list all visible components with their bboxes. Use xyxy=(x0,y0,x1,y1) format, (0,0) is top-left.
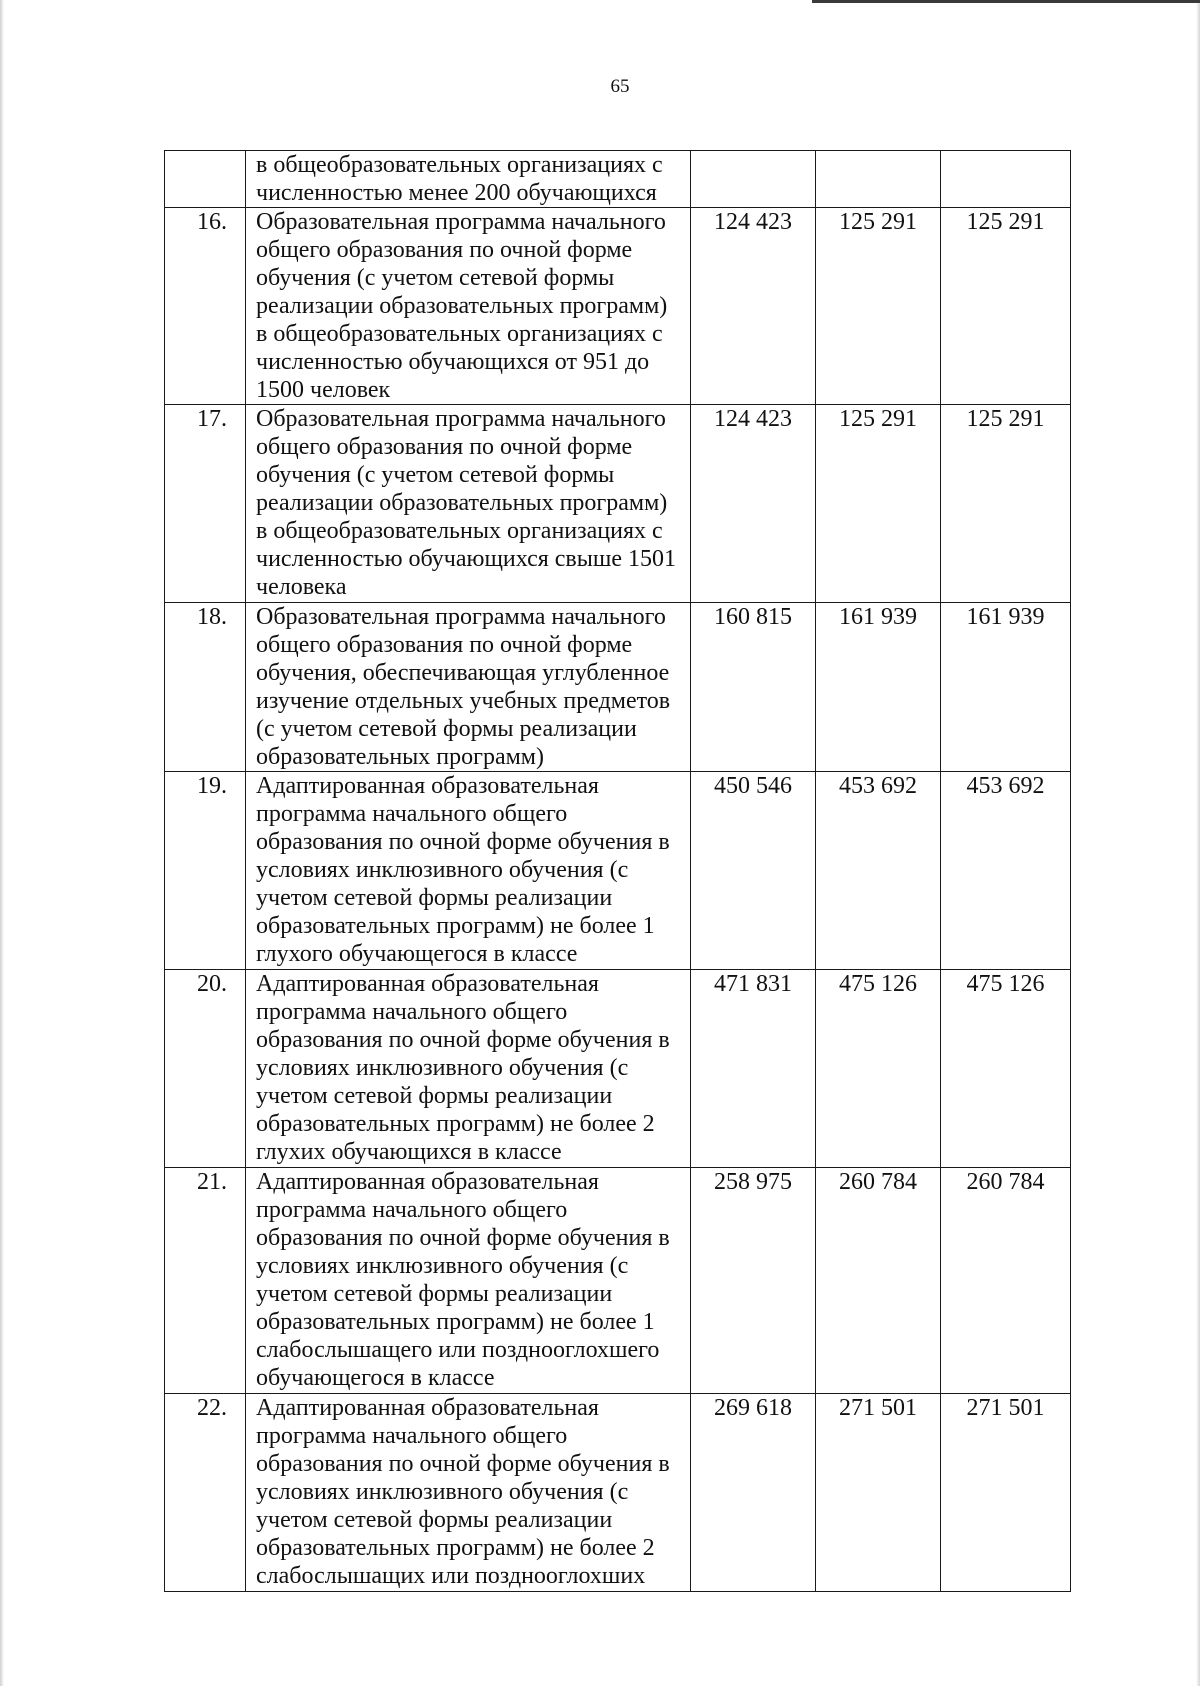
page-number: 65 xyxy=(610,76,630,97)
row-number-cell: 16. xyxy=(165,208,246,405)
value-cell-2: 453 692 xyxy=(816,772,941,970)
value-cell-3 xyxy=(941,151,1071,208)
row-description-cell: Образовательная программа начального общего образования по очной форме обучения, обеспечивающая углубленное изучение отдельных учебных предметов (с учетом сетевой формы реализации образовательных программ) xyxy=(246,603,691,772)
value-cell-3: 125 291 xyxy=(941,208,1071,405)
data-table xyxy=(164,150,1071,1592)
value-cell-3: 125 291 xyxy=(941,405,1071,603)
table-row xyxy=(165,151,1071,208)
row-number-cell: 22. xyxy=(165,1394,246,1592)
value-cell-1: 471 831 xyxy=(691,970,816,1168)
value-cell-3: 475 126 xyxy=(941,970,1071,1168)
value-cell-3: 161 939 xyxy=(941,603,1071,772)
row-number-cell: 19. xyxy=(165,772,246,970)
table-row xyxy=(165,1168,1071,1394)
value-cell-1: 160 815 xyxy=(691,603,816,772)
table-row xyxy=(165,1394,1071,1592)
row-description-cell: в общеобразовательных организациях с численностью менее 200 обучающихся xyxy=(246,151,691,208)
value-cell-1: 124 423 xyxy=(691,405,816,603)
table-row xyxy=(165,405,1071,603)
row-description-cell: Адаптированная образовательная программа начального общего образования по очной форме обучения в условиях инклюзивного обучения (с учетом сетевой формы реализации образовательных программ) не более 1 слабослышащего или позднооглохшего обучающегося в классе xyxy=(246,1168,691,1394)
table-row xyxy=(165,208,1071,405)
row-description-cell: Адаптированная образовательная программа начального общего образования по очной форме обучения в условиях инклюзивного обучения (с учетом сетевой формы реализации образовательных программ) не более 2 глухих обучающихся в классе xyxy=(246,970,691,1168)
scan-edge-right xyxy=(1196,0,1200,1686)
value-cell-3: 271 501 xyxy=(941,1394,1071,1592)
value-cell-1: 124 423 xyxy=(691,208,816,405)
row-description-cell: Адаптированная образовательная программа начального общего образования по очной форме обучения в условиях инклюзивного обучения (с учетом сетевой формы реализации образовательных программ) не более 2 слабослышащих или позднооглохших xyxy=(246,1394,691,1592)
value-cell-2: 125 291 xyxy=(816,208,941,405)
value-cell-3: 453 692 xyxy=(941,772,1071,970)
row-description-cell: Адаптированная образовательная программа начального общего образования по очной форме обучения в условиях инклюзивного обучения (с учетом сетевой формы реализации образовательных программ) не более 1 глухого обучающегося в классе xyxy=(246,772,691,970)
row-number-cell: 21. xyxy=(165,1168,246,1394)
scan-top-line xyxy=(812,0,1200,3)
value-cell-1: 450 546 xyxy=(691,772,816,970)
scan-edge-left xyxy=(0,0,4,1686)
row-number-cell xyxy=(165,151,246,208)
row-description-cell: Образовательная программа начального общего образования по очной форме обучения (с учетом сетевой формы реализации образовательных программ) в общеобразовательных организациях с численностью обучающихся от 951 до 1500 человек xyxy=(246,208,691,405)
value-cell-1: 269 618 xyxy=(691,1394,816,1592)
value-cell-1: 258 975 xyxy=(691,1168,816,1394)
row-number-cell: 18. xyxy=(165,603,246,772)
value-cell-2: 161 939 xyxy=(816,603,941,772)
row-number-cell: 20. xyxy=(165,970,246,1168)
value-cell-2: 260 784 xyxy=(816,1168,941,1394)
value-cell-2: 271 501 xyxy=(816,1394,941,1592)
table-row xyxy=(165,603,1071,772)
value-cell-2: 475 126 xyxy=(816,970,941,1168)
row-description-cell: Образовательная программа начального общего образования по очной форме обучения (с учетом сетевой формы реализации образовательных программ) в общеобразовательных организациях с численностью обучающихся свыше 1501 человека xyxy=(246,405,691,603)
value-cell-1 xyxy=(691,151,816,208)
value-cell-3: 260 784 xyxy=(941,1168,1071,1394)
value-cell-2 xyxy=(816,151,941,208)
value-cell-2: 125 291 xyxy=(816,405,941,603)
row-number-cell: 17. xyxy=(165,405,246,603)
table-row xyxy=(165,970,1071,1168)
table-row xyxy=(165,772,1071,970)
